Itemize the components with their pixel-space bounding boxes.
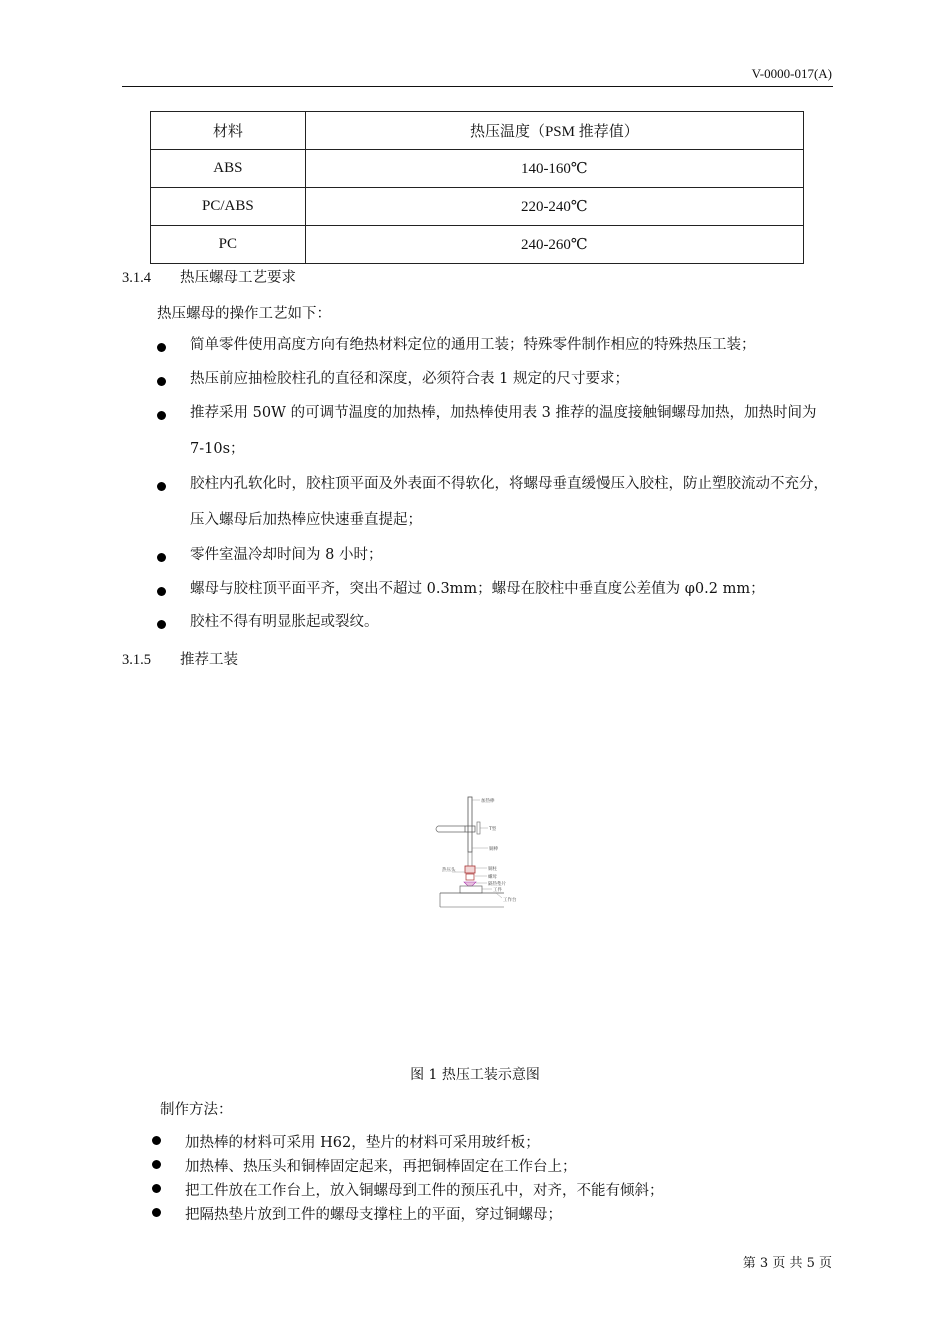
figure-label: T型 [489, 827, 497, 832]
figure-label: 铜棒 [489, 847, 498, 852]
table-header-row [151, 112, 804, 150]
press-head-shape [465, 866, 475, 873]
t-bracket-shape [436, 826, 465, 832]
table-cell: PC/ABS [151, 188, 306, 226]
list-item-text: 加热棒的材料可采用 H62，垫片的材料可采用玻纤板； [185, 1135, 540, 1151]
bullet-icon [152, 1136, 161, 1145]
table-row [151, 188, 804, 226]
bullet-icon [157, 553, 166, 562]
fixture-diagram [432, 792, 522, 912]
table-cell: 220-240℃ [305, 188, 803, 226]
intro-text: 热压螺母的操作工艺如下： [157, 306, 331, 322]
bullet-icon [157, 343, 166, 352]
section-number: 3.1.4 [122, 270, 151, 286]
list-item-text: 零件室温冷却时间为 8 小时； [190, 547, 383, 563]
bullet-icon [152, 1160, 161, 1169]
table-row [151, 150, 804, 188]
section-number: 3.1.5 [122, 652, 151, 668]
bullet-icon [157, 411, 166, 420]
table-row [151, 226, 804, 264]
figure-label: 铜柱 [488, 867, 497, 872]
heating-rod-shape [468, 797, 472, 852]
temperature-table [150, 111, 804, 264]
list-item-text: 把隔热垫片放到工件的螺母支撑柱上的平面，穿过铜螺母； [185, 1207, 562, 1223]
section-heading-315 [122, 648, 238, 669]
page-number: 第 3 页 共 5 页 [742, 1256, 832, 1271]
figure-label: 隔热垫片 [488, 882, 506, 887]
table-header-cell: 材料 [151, 112, 306, 150]
list-item-text: 加热棒、热压头和铜棒固定起来，再把铜棒固定在工作台上； [185, 1159, 577, 1175]
section-heading-314 [122, 266, 296, 287]
list-item-text: 热压前应抽检胶柱孔的直径和深度，必须符合表 1 规定的尺寸要求； [190, 371, 629, 387]
bullet-icon [157, 587, 166, 596]
table-cell: 240-260℃ [305, 226, 803, 264]
figure-caption: 图 1 热压工装示意图 [410, 1067, 540, 1083]
figure-label: 工件 [493, 888, 502, 893]
figure-label: 热压头 [442, 868, 456, 873]
list-item-text: 把工件放在工作台上，放入铜螺母到工件的预压孔中，对齐，不能有倾斜； [185, 1183, 664, 1199]
figure-label: 工作台 [503, 898, 517, 903]
header-rule [122, 86, 833, 87]
list-item-text: 螺母与胶柱顶平面平齐，突出不超过 0.3mm；螺母在胶柱中垂直度公差值为 φ0.2 mm； [190, 581, 765, 597]
bullet-icon [157, 377, 166, 386]
bullet-icon [157, 482, 166, 491]
workpiece-shape [460, 886, 482, 893]
bullet-icon [157, 620, 166, 629]
table-header-cell: 热压温度（PSM 推荐值） [305, 112, 803, 150]
table-cell: 140-160℃ [305, 150, 803, 188]
table-cell: PC [151, 226, 306, 264]
section-title: 热压螺母工艺要求 [180, 270, 296, 286]
list-item-text: 胶柱内孔软化时，胶柱顶平面及外表面不得软化，将螺母垂直缓慢压入胶柱，防止塑胶流动不充分，压入螺母后加热棒应快速垂直提起； [190, 476, 828, 528]
list-item-text: 胶柱不得有明显胀起或裂纹。 [190, 614, 379, 630]
list-item-text: 简单零件使用高度方向有绝热材料定位的通用工装；特殊零件制作相应的特殊热压工装； [190, 337, 756, 353]
table-cell: ABS [151, 150, 306, 188]
bullet-icon [152, 1208, 161, 1217]
list-item-text: 推荐采用 50W 的可调节温度的加热棒，加热棒使用表 3 推荐的温度接触铜螺母加热，加热时间为 7-10s； [190, 405, 817, 457]
bullet-icon [152, 1184, 161, 1193]
figure-label: 螺母 [488, 875, 497, 880]
document-code: V-0000-017(A) [751, 66, 832, 81]
figure-label: 加热棒 [481, 799, 495, 804]
section-title: 推荐工装 [180, 652, 238, 668]
method-title: 制作方法： [160, 1102, 233, 1118]
